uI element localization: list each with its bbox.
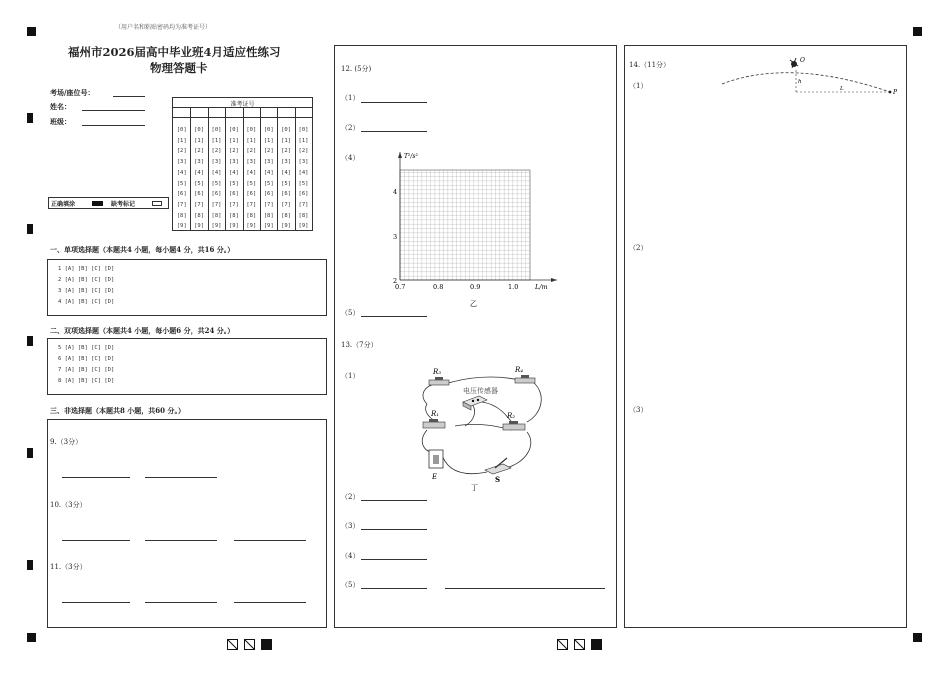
graph-xlabel: L/m (535, 283, 548, 291)
graph-xtick: 0.8 (433, 283, 444, 291)
label-o: O (800, 57, 805, 64)
q12-part2: （2） (341, 124, 360, 132)
q11-label: 11.（3分） (50, 563, 87, 571)
choice-row[interactable]: 7 [A] [B] [C] [D] (58, 367, 115, 373)
battery-e (429, 450, 443, 468)
side-marker (27, 448, 33, 458)
seat-label: 考场/座位号： (50, 88, 95, 97)
exam-id-digits: [0] [1] [2] [3] [4] [5] [6] [7] [8] [9] [0] [1] [2] [3] [4] [5] [6] [7] [8] [9] [0] [1] [2] [3] [4] [5] [6] [7] [8] [9] [0] [1] [2] [3] [4] [5] [6] [7] [8] [9] [0] [1] [2] [3] [4] [5] [6] [7] [8] [9] [0] [1] [2] [3] [4] [5] [6] [7] [8] [9] [0] [1] [2] [3] [4] [5] [6] [7] [8] [9] [0] [1] [2] [3] [4] [5] [6] [7] [8] [9] (176, 127, 309, 230)
circuit-diagram (407, 364, 557, 494)
column3-box (624, 45, 907, 628)
label-r2: R₂ (507, 412, 516, 420)
section1-title: 一、单项选择题（本题共4 小题，每小题4 分，共16 分。） (50, 245, 235, 254)
absent-checkbox[interactable] (152, 201, 162, 206)
label-r4: R₄ (515, 366, 524, 374)
graph-ylabel: T²/s² (404, 153, 418, 160)
legend-filled-swatch (92, 201, 103, 206)
legend-absent-label: 缺考标记 (111, 201, 136, 208)
choice-row[interactable]: 2 [A] [B] [C] [D] (58, 277, 115, 283)
answer-line[interactable] (361, 102, 427, 103)
graph-ytick: 3 (393, 233, 398, 241)
side-marker (27, 560, 33, 570)
resistor-r4 (515, 375, 535, 383)
label-sensor: 电压传感器 (463, 387, 498, 395)
switch-s (485, 458, 511, 474)
choice-row[interactable]: 1 [A] [B] [C] [D] (58, 266, 115, 272)
label-p: P (893, 89, 898, 96)
graph-xtick: 0.7 (395, 283, 406, 291)
q13-label: 13.（7分） (341, 341, 378, 349)
page-title: 福州市2026届高中毕业班4月适应性练习 (68, 45, 281, 59)
page-subtitle: 物理答题卡 (150, 61, 208, 75)
corner-marker (913, 633, 922, 642)
corner-marker (27, 27, 36, 36)
graph-caption: 乙 (470, 300, 477, 308)
projectile-diagram (720, 52, 900, 102)
section2-title: 二、双项选择题（本题共4 小题，每小题6 分，共24 分。） (50, 326, 235, 335)
section2-box (47, 338, 327, 395)
q13-part3: （3） (341, 522, 360, 530)
q14-part3: （3） (629, 406, 648, 414)
corner-marker (913, 27, 922, 36)
graph-xtick: 1.0 (508, 283, 519, 291)
answer-line[interactable] (361, 500, 427, 501)
choice-row[interactable]: 8 [A] [B] [C] [D] (58, 378, 115, 384)
answer-line[interactable] (234, 540, 306, 541)
q10-label: 10.（3分） (50, 501, 87, 509)
graph-ytick: 4 (393, 188, 398, 196)
choice-row[interactable]: 3 [A] [B] [C] [D] (58, 288, 115, 294)
answer-line[interactable] (361, 559, 427, 560)
choice-row[interactable]: 4 [A] [B] [C] [D] (58, 299, 115, 305)
answer-line[interactable] (62, 477, 130, 478)
resistor-r2 (503, 421, 525, 430)
answer-line[interactable] (445, 588, 605, 589)
page-marker-right (557, 635, 603, 654)
resistor-r1 (423, 419, 445, 428)
answer-line[interactable] (62, 540, 130, 541)
answer-line[interactable] (361, 588, 427, 589)
corner-marker (27, 633, 36, 642)
page-marker-left (227, 635, 273, 654)
q12-part1: （1） (341, 94, 360, 102)
legend-filled-label: 正确填涂 (51, 201, 76, 208)
label-l: L (840, 86, 844, 92)
exam-id-label: 准考证号 (230, 101, 255, 108)
ball-icon (790, 58, 798, 68)
label-h: h (798, 79, 802, 85)
choice-row[interactable]: 6 [A] [B] [C] [D] (58, 356, 115, 362)
circuit-caption: 丁 (471, 484, 478, 492)
fill-legend (48, 197, 169, 209)
section3-title: 三、非选择题（本题共8 小题，共60 分。） (50, 406, 185, 415)
class-label: 班级： (50, 117, 71, 126)
q12-part4: （4） (341, 154, 360, 162)
answer-line[interactable] (361, 131, 427, 132)
seat-field[interactable] (113, 96, 145, 97)
answer-line[interactable] (145, 540, 217, 541)
section3-box (47, 419, 327, 628)
side-marker (27, 336, 33, 346)
q13-part1: （1） (341, 372, 360, 380)
answer-line[interactable] (361, 316, 427, 317)
q9-label: 9.（3分） (50, 438, 83, 446)
answer-line[interactable] (234, 602, 306, 603)
q13-part5: （5） (341, 581, 360, 589)
side-marker (27, 224, 33, 234)
side-marker (27, 113, 33, 123)
label-r3: R₃ (433, 368, 442, 376)
graph-ytick: 2 (393, 277, 398, 285)
password-note: （用户名和粘贴密码均为准考证号） (115, 24, 212, 31)
q14-label: 14.（11分） (629, 61, 671, 69)
q13-part4: （4） (341, 552, 360, 560)
answer-line[interactable] (145, 602, 217, 603)
section1-box (47, 259, 327, 316)
exam-id-grid[interactable] (172, 97, 313, 231)
label-e: E (432, 473, 438, 481)
q12-part5: （5） (341, 309, 360, 317)
resistor-r3 (429, 377, 449, 385)
name-field[interactable] (82, 110, 145, 111)
answer-line[interactable] (145, 477, 217, 478)
class-field[interactable] (82, 125, 145, 126)
period-length-graph (387, 146, 567, 311)
column2-box (334, 45, 617, 628)
q12-label: 12. (5分) (341, 65, 372, 73)
name-label: 姓名： (50, 102, 71, 111)
choice-row[interactable]: 5 [A] [B] [C] [D] (58, 345, 115, 351)
graph-xtick: 0.9 (470, 283, 481, 291)
q13-part2: （2） (341, 493, 360, 501)
answer-line[interactable] (62, 602, 130, 603)
answer-line[interactable] (361, 529, 427, 530)
voltage-sensor (463, 396, 487, 410)
q14-part2: （2） (629, 244, 648, 252)
label-s: S (495, 475, 501, 484)
label-r1: R₁ (431, 410, 440, 418)
q14-part1: （1） (629, 82, 648, 90)
